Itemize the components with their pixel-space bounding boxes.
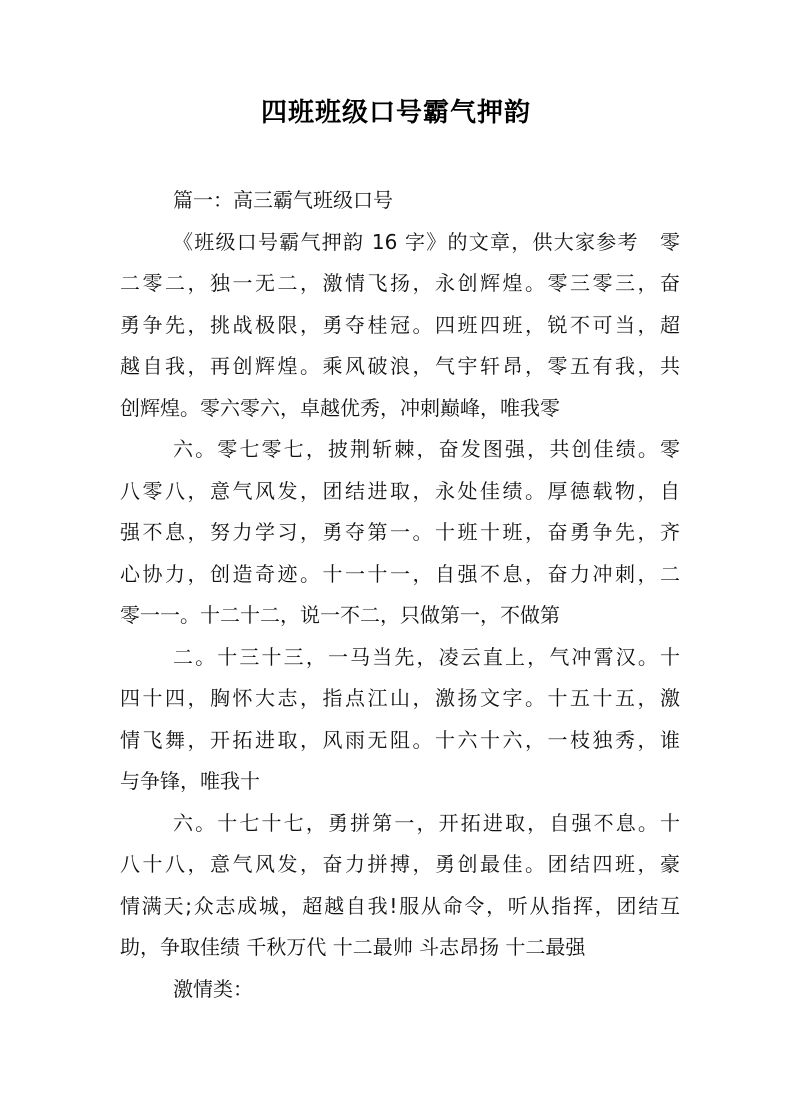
text-line: 强不息，努力学习，勇夺第一。十班十班，奋勇争先，齐 bbox=[120, 520, 680, 544]
text-line: 情飞舞，开拓进取，风雨无阻。十六十六，一枝独秀，谁 bbox=[120, 727, 680, 752]
text-line: 篇一：高三霸气班级口号 bbox=[173, 188, 393, 212]
text-line: 与争锋，唯我十 bbox=[120, 769, 260, 793]
text-line: 二。十三十三，一马当先，凌云直上，气冲霄汉。十 bbox=[173, 644, 680, 669]
text-line: 六。十七十七，勇拼第一，开拓进取，自强不息。十 bbox=[173, 810, 680, 835]
text-line: 越自我，再创辉煌。乘风破浪，气宇轩昂，零五有我，共 bbox=[120, 354, 680, 378]
document-body bbox=[120, 180, 680, 1010]
text-line: 四十四，胸怀大志，指点江山，激扬文字。十五十五，激 bbox=[120, 686, 680, 710]
text-line: 勇争先，挑战极限，勇夺桂冠。四班四班，锐不可当，超 bbox=[120, 312, 680, 337]
text-line: 零一一。十二十二，说一不二，只做第一，不做第 bbox=[120, 603, 560, 627]
text-line: 情满天;众志成城，超越自我!服从命令，听从指挥，团结互 bbox=[120, 893, 680, 918]
text-line: 激情类： bbox=[173, 976, 253, 1001]
text-line: 八零八，意气风发，团结进取，永处佳绩。厚德载物，自 bbox=[120, 478, 680, 503]
text-line: 六。零七零七，披荆斩棘，奋发图强，共创佳绩。零 bbox=[173, 437, 680, 461]
text-line: 助，争取佳绩 千秋万代 十二最帅 斗志昂扬 十二最强 bbox=[120, 935, 586, 959]
document-title: 四班班级口号霸气押韵 bbox=[260, 98, 531, 128]
text-line: 心协力，创造奇迹。十一十一，自强不息，奋力冲刺，二 bbox=[120, 561, 680, 586]
text-line: 《班级口号霸气押韵 16 字》的文章，供大家参考 零 bbox=[173, 229, 680, 254]
text-line: 创辉煌。零六零六，卓越优秀，冲刺巅峰，唯我零 bbox=[120, 395, 560, 420]
text-line: 八十八，意气风发，奋力拼搏，勇创最佳。团结四班，豪 bbox=[120, 852, 680, 876]
text-line: 二零二，独一无二，激情飞扬，永创辉煌。零三零三，奋 bbox=[120, 271, 680, 295]
